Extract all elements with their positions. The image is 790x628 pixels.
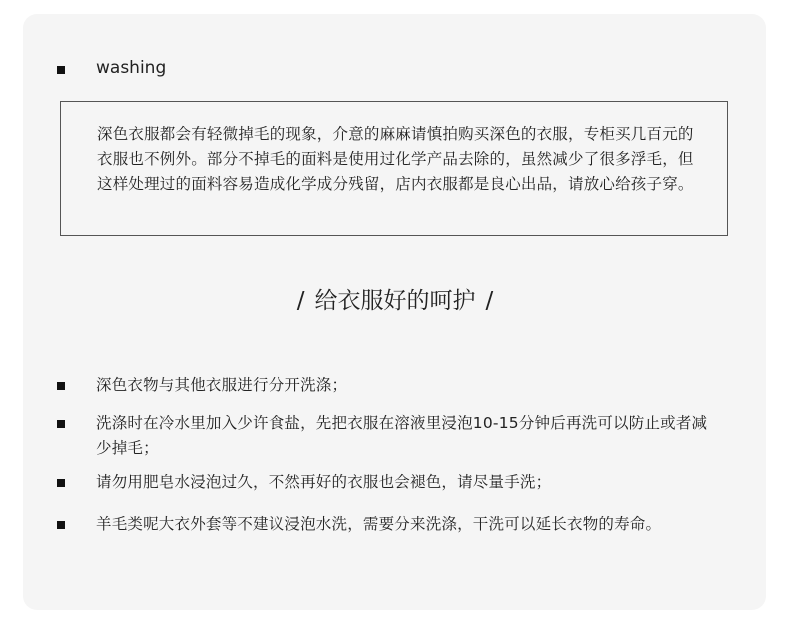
section-title-text: 给衣服好的呵护 [314, 288, 476, 314]
square-bullet-icon [57, 382, 65, 390]
square-bullet-icon [57, 479, 65, 487]
care-tip-text: 洗涤时在冷水里加入少许食盐，先把衣服在溶液里浸泡10-15分钟后再洗可以防止或者减少掉毛； [96, 414, 708, 457]
title-slash-right: / [485, 288, 494, 314]
care-tip-text: 深色衣物与其他衣服进行分开洗涤； [96, 376, 348, 394]
care-tip-text: 请勿用肥皂水浸泡过久，不然再好的衣服也会褪色，请尽量手洗； [96, 473, 552, 491]
care-tip-text: 羊毛类呢大衣外套等不建议浸泡水洗，需要分来洗涤，干洗可以延长衣物的寿命。 [96, 515, 662, 533]
notice-box [60, 101, 728, 236]
washing-label: washing [96, 58, 167, 78]
notice-text: 深色衣服都会有轻微掉毛的现象，介意的麻麻请慎拍购买深色的衣服，专柜买几百元的衣服也不例外。部分不掉毛的面料是使用过化学产品去除的，虽然减少了很多浮毛，但这样处理过的面料容易造成化学成分残留，店内衣服都是良心出品，请放心给孩子穿。 [97, 125, 694, 193]
section-title [0, 284, 790, 318]
square-bullet-icon [57, 521, 65, 529]
square-bullet-icon [57, 420, 65, 428]
title-slash-left: / [296, 288, 305, 314]
square-bullet-icon [57, 66, 65, 74]
